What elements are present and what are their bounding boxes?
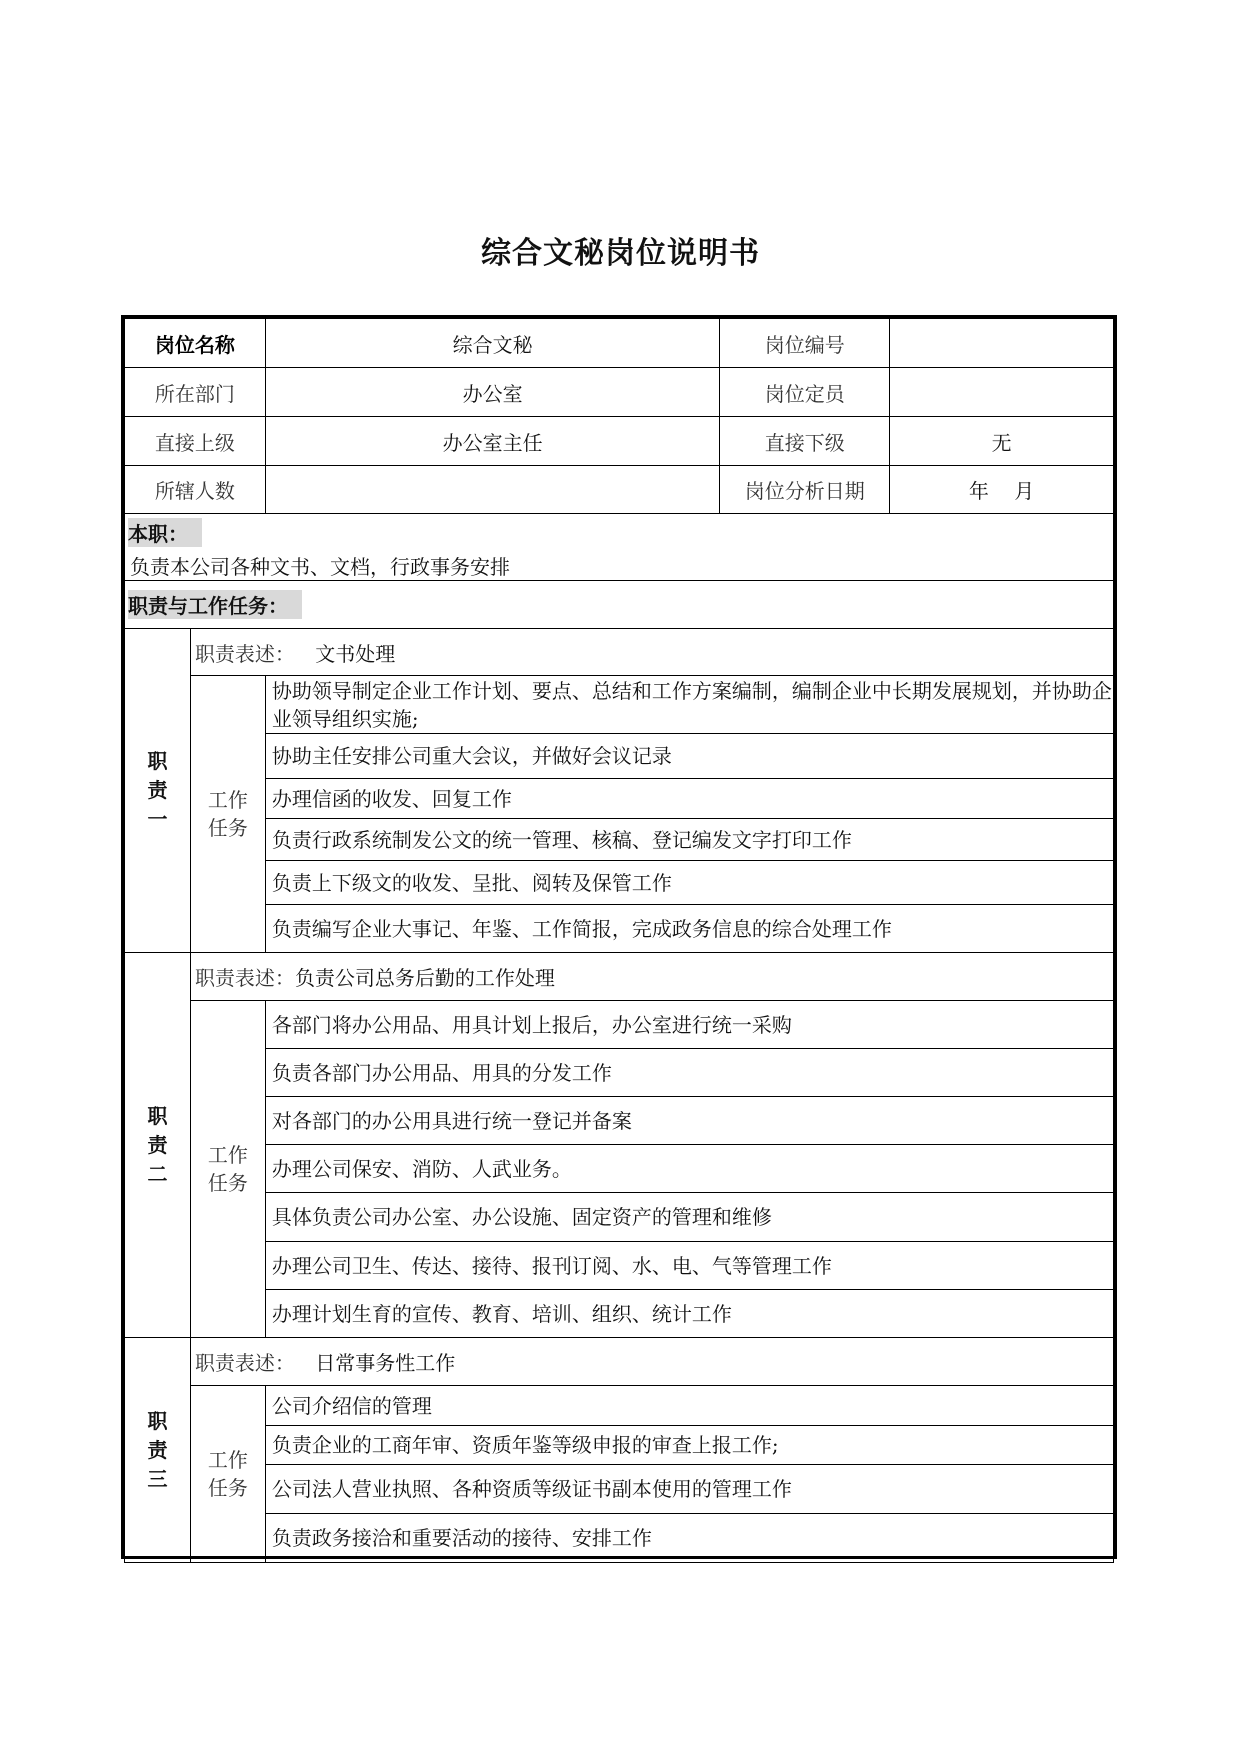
duty-name-cell [125,1338,191,1563]
task-item: 负责各部门办公用品、用具的分发工作 [265,1049,1113,1097]
duty-3-char-1: 职 [147,1408,168,1433]
duty-3-desc-cell [190,1338,1113,1386]
work-label-line-1: 工作 [207,1143,248,1167]
info-row [125,368,1114,417]
task-item: 负责行政系统制发公文的统一管理、核稿、登记编发文字打印工作 [265,819,1113,861]
info-row [125,319,1114,368]
label-analysis-date: 岗位分析日期 [720,466,890,514]
duties-label: 职责与工作任务： [128,590,302,619]
duty-3-desc-label: 职责表述： [194,1351,295,1375]
work-label-line-2: 任务 [207,1476,248,1500]
grid [124,318,1114,1563]
task-item: 办理信函的收发、回复工作 [265,779,1113,819]
work-task-label-cell [190,1386,265,1563]
task-item: 对各部门的办公用具进行统一登记并备案 [265,1097,1113,1145]
task-row [125,1465,1114,1514]
task-item: 负责政务接洽和重要活动的接待、安排工作 [265,1514,1113,1563]
value-direct-subordinate: 无 [890,417,1114,466]
duty-name-cell [125,953,191,1338]
task-row [125,676,1114,734]
duty-2-desc: 负责公司总务后勤的工作处理 [294,966,555,990]
value-managed-count [265,466,719,514]
duty-desc-row [125,1338,1114,1386]
label-position-name: 岗位名称 [125,319,266,368]
task-item: 公司法人营业执照、各种资质等级证书副本使用的管理工作 [265,1465,1113,1514]
task-item: 负责编写企业大事记、年鉴、工作简报，完成政务信息的综合处理工作 [265,905,1113,953]
value-department: 办公室 [265,368,719,417]
page-title: 综合文秘岗位说明书 [481,236,760,271]
task-row [125,1145,1114,1193]
duty-3-desc: 日常事务性工作 [315,1351,456,1375]
task-item: 办理公司卫生、传达、接待、报刊订阅、水、电、气等管理工作 [265,1242,1113,1290]
info-row [125,466,1114,514]
duties-header-cell [125,581,1114,629]
task-row [125,1049,1114,1097]
work-label-line-1: 工作 [207,1448,248,1472]
task-row [125,734,1114,779]
value-position-number [890,319,1114,368]
duties-header-row [125,581,1114,629]
task-row [125,1290,1114,1338]
value-position-name: 综合文秘 [265,319,719,368]
duty-1-desc-cell [190,629,1113,676]
task-item: 办理公司保安、消防、人武业务。 [265,1145,1113,1193]
duty-1-char-1: 职 [147,749,168,773]
task-item: 负责上下级文的收发、呈批、阅转及保管工作 [265,861,1113,905]
task-row [125,779,1114,819]
duty-1-name [125,747,190,834]
duty-2-char-2: 责 [147,1132,168,1157]
value-headcount [890,368,1114,417]
label-headcount: 岗位定员 [720,368,890,417]
duty-3-name [125,1407,190,1494]
duty-name-cell [125,629,191,953]
duty-2-desc-cell [190,953,1113,1001]
duty-3-char-2: 责 [147,1437,168,1462]
value-direct-superior: 办公室主任 [265,417,719,466]
work-task-label [191,1141,265,1197]
task-row [125,1426,1114,1465]
duty-desc-row [125,629,1114,676]
work-label-line-2: 任务 [207,816,248,840]
label-managed-count: 所辖人数 [125,466,266,514]
task-row [125,1386,1114,1426]
label-direct-superior: 直接上级 [125,417,266,466]
task-item: 协助主任安排公司重大会议，并做好会议记录 [265,734,1113,779]
main-duty-label: 本职： [128,518,202,547]
task-row [125,819,1114,861]
task-row [125,905,1114,953]
label-direct-subordinate: 直接下级 [720,417,890,466]
label-department: 所在部门 [125,368,266,417]
duty-2-char-1: 职 [147,1103,168,1128]
work-task-label-cell [190,1001,265,1338]
duty-1-desc: 文书处理 [315,641,396,666]
task-item: 负责企业的工商年审、资质年鉴等级申报的审查上报工作; [265,1426,1113,1465]
label-position-number: 岗位编号 [720,319,890,368]
analysis-date-text: 年 月 [968,479,1035,503]
work-label-line-1: 工作 [207,788,248,812]
task-row [125,1242,1114,1290]
job-description-table [121,315,1117,1559]
task-row [125,861,1114,905]
work-task-label [191,1446,265,1502]
task-item: 各部门将办公用品、用具计划上报后，办公室进行统一采购 [265,1001,1113,1049]
duty-1-char-3: 一 [147,807,168,831]
task-row [125,1097,1114,1145]
info-row [125,417,1114,466]
task-item: 公司介绍信的管理 [265,1386,1113,1426]
main-duty-row [125,514,1114,581]
duty-2-desc-label: 职责表述： [194,966,295,990]
task-row [125,1514,1114,1563]
duty-2-char-3: 二 [147,1161,168,1186]
main-duty-text: 负责本公司各种文书、文档，行政事务安排 [130,555,510,579]
duty-1-char-2: 责 [147,778,168,802]
duty-2-name [125,1102,190,1189]
value-analysis-date [890,466,1114,514]
main-duty-cell [125,514,1114,581]
duty-desc-row [125,953,1114,1001]
task-row [125,1001,1114,1049]
duty-3-char-3: 三 [147,1466,168,1491]
work-task-label-cell [190,676,265,953]
task-item: 具体负责公司办公室、办公设施、固定资产的管理和维修 [265,1193,1113,1242]
work-label-line-2: 任务 [207,1171,248,1195]
task-row [125,1193,1114,1242]
task-item: 协助领导制定企业工作计划、要点、总结和工作方案编制，编制企业中长期发展规划，并协助企业领导组织实施; [265,676,1113,734]
task-item: 办理计划生育的宣传、教育、培训、组织、统计工作 [265,1290,1113,1338]
duty-1-desc-label: 职责表述： [194,641,295,666]
work-task-label [191,786,265,842]
